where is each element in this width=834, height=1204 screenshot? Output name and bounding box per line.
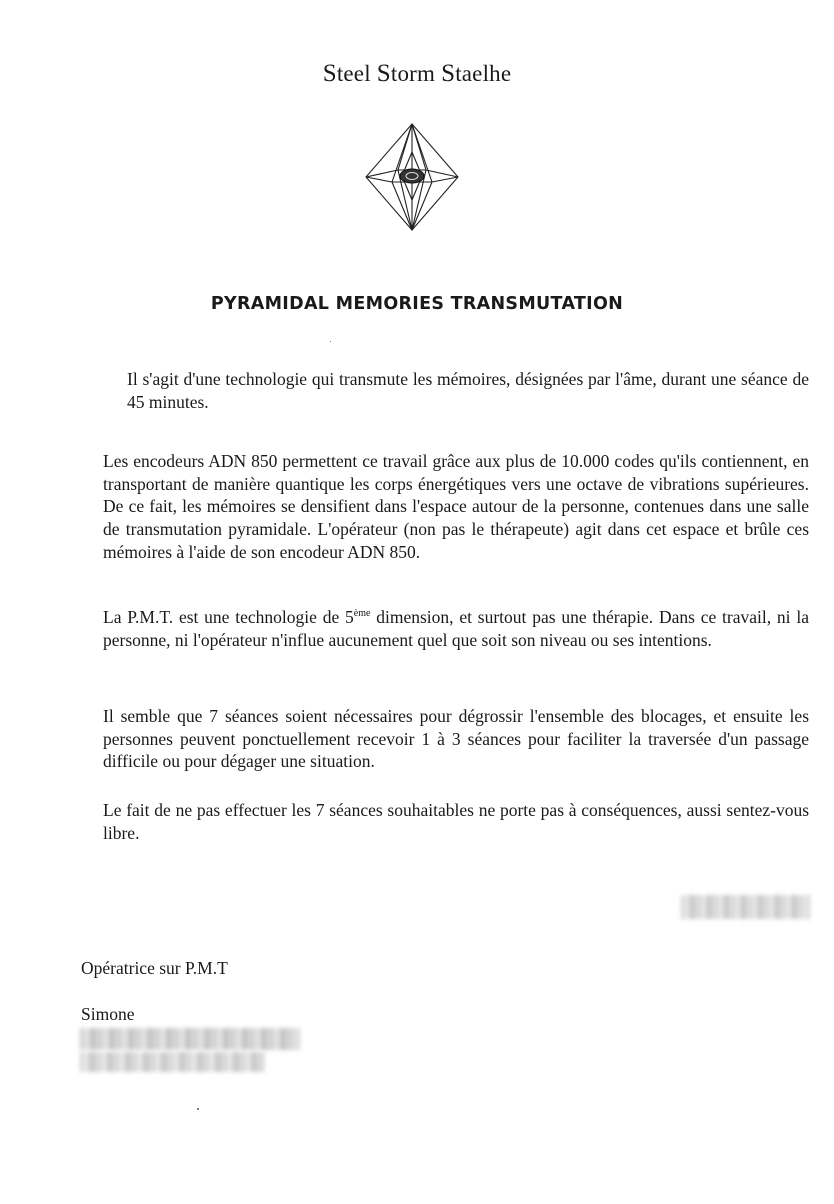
letterhead-word: teel bbox=[336, 61, 377, 86]
scan-speck bbox=[330, 341, 331, 342]
octahedron-logo-icon bbox=[362, 122, 462, 232]
paragraph-text: Les encodeurs ADN 850 permettent ce travail grâce aux plus de 10.000 codes qu'ils contiennent, en transportant de manière quantique les corps énergétiques vers une octave de vibrations supérieures. De ce fait, les mémoires se densifient dans l'espace autour de la personne, contenues dans une salle de transmutation pyramidale. L'opérateur (non pas le thérapeute) agit dans cet espace et brûle ces mémoires à l'aide de son encodeur ADN 850. bbox=[103, 451, 809, 562]
signature-name: Simone bbox=[81, 1004, 135, 1024]
paragraph-4 bbox=[81, 705, 809, 773]
letterhead-initial: S bbox=[376, 60, 391, 87]
paragraph-3 bbox=[81, 606, 809, 651]
redacted-date bbox=[681, 895, 810, 919]
letterhead bbox=[0, 60, 834, 88]
paragraph-text bbox=[81, 606, 809, 651]
signature-role: Opératrice sur P.M.T bbox=[81, 958, 228, 978]
document-title: PYRAMIDAL MEMORIES TRANSMUTATION bbox=[210, 294, 624, 314]
paragraph-text: Il s'agit d'une technologie qui transmute les mémoires, désignées par l'âme, durant une séance de 45 minutes. bbox=[127, 369, 809, 412]
paragraph-text: Le fait de ne pas effectuer les 7 séances souhaitables ne porte pas à conséquences, aussi sentez-vous libre. bbox=[103, 800, 809, 843]
letterhead-initial: S bbox=[441, 60, 456, 87]
paragraph-1 bbox=[81, 368, 809, 413]
paragraph-text: Il semble que 7 séances soient nécessaires pour dégrossir l'ensemble des blocages, et ensuite les personnes peuvent ponctuellement recevoir 1 à 3 séances pour faciliter la traversée d'un passage difficile ou pour dégager une situation. bbox=[103, 706, 809, 772]
scan-speck bbox=[197, 1108, 199, 1110]
paragraph-2 bbox=[81, 450, 809, 564]
paragraph-fragment: La P.M.T. est une technologie de 5 bbox=[103, 607, 354, 627]
letterhead-initial: S bbox=[322, 60, 337, 87]
superscript-ordinal: ème bbox=[353, 608, 371, 619]
paragraph-5 bbox=[81, 799, 809, 844]
redacted-address-line bbox=[80, 1028, 300, 1050]
letterhead-word: torm bbox=[390, 61, 442, 86]
letterhead-word: taelhe bbox=[455, 61, 512, 86]
redacted-address-line bbox=[80, 1052, 265, 1072]
paragraph-fragment: dimension, et surtout pas une thérapie. Dans ce travail, ni la personne, ni l'opérateur n'influe aucunement quel que soit son niveau ou ses intentions. bbox=[103, 607, 809, 650]
